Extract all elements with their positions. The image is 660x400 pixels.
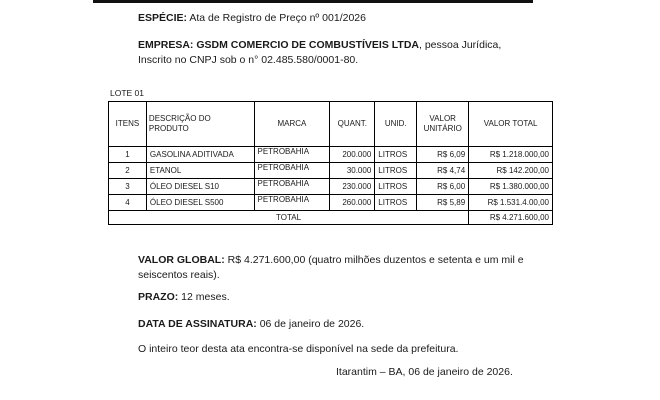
cell-unitario: R$ 4,74 — [417, 163, 469, 179]
teor-line: O inteiro teor desta ata encontra-se disponível na sede da prefeitura. — [138, 343, 459, 355]
cell-marca: PETROBAHIA — [254, 195, 330, 211]
table-row — [109, 163, 553, 179]
data-assinatura-label: DATA DE ASSINATURA: — [138, 318, 257, 330]
table-row — [109, 195, 553, 211]
cell-marca: PETROBAHIA — [254, 163, 330, 179]
cell-marca: PETROBAHIA — [254, 147, 330, 163]
especie-label: ESPÉCIE: — [138, 12, 188, 24]
cell-unitario: R$ 6,00 — [417, 179, 469, 195]
header-valor-total: VALOR TOTAL — [469, 102, 553, 147]
header-marca: MARCA — [254, 102, 330, 147]
cell-item: 3 — [109, 179, 147, 195]
cell-item: 2 — [109, 163, 147, 179]
empresa-text: , pessoa Jurídica, Inscrito no CNPJ sob o n° 02.485.580/0001-80. — [138, 39, 502, 66]
cell-unid: LITROS — [375, 163, 417, 179]
prazo-text: 12 meses. — [178, 291, 230, 303]
local-data-line: Itarantim – BA, 06 de janeiro de 2026. — [336, 366, 513, 378]
header-unid: UNID. — [375, 102, 417, 147]
cell-total: R$ 1.380.000,00 — [469, 179, 553, 195]
valor-global-text: R$ 4.271.600,00 (quatro milhões duzentos e setenta e um mil e seiscentos reais). — [138, 254, 524, 281]
valor-global-label: VALOR GLOBAL: — [138, 254, 225, 266]
cell-descricao: ETANOL — [146, 163, 254, 179]
cell-quant: 260.000 — [330, 195, 375, 211]
especie-text: Ata de Registro de Preço nº 001/2026 — [187, 12, 366, 24]
cell-descricao: ÓLEO DIESEL S500 — [146, 195, 254, 211]
cell-unid: LITROS — [375, 179, 417, 195]
cell-unid: LITROS — [375, 147, 417, 163]
items-table — [108, 101, 553, 225]
cell-unitario: R$ 6,09 — [417, 147, 469, 163]
table-row — [109, 179, 553, 195]
cell-descricao: GASOLINA ADITIVADA — [146, 147, 254, 163]
valor-global-paragraph — [138, 253, 538, 283]
header-quant: QUANT. — [330, 102, 375, 147]
data-assinatura-line — [138, 317, 364, 332]
cell-descricao: ÓLEO DIESEL S10 — [146, 179, 254, 195]
header-valor-unitario: VALOR UNITÁRIO — [417, 102, 469, 147]
cell-quant: 230.000 — [330, 179, 375, 195]
cell-item: 4 — [109, 195, 147, 211]
cell-marca: PETROBAHIA — [254, 179, 330, 195]
data-assinatura-text: 06 de janeiro de 2026. — [256, 318, 365, 330]
cell-total: R$ 1.218.000,00 — [469, 147, 553, 163]
cell-item: 1 — [109, 147, 147, 163]
cell-quant: 200.000 — [330, 147, 375, 163]
cell-unid: LITROS — [375, 195, 417, 211]
table-header-row — [109, 102, 553, 147]
total-label: TOTAL — [109, 211, 469, 225]
header-itens: ITENS — [109, 102, 147, 147]
total-value: R$ 4.271.600,00 — [469, 211, 553, 225]
lote-label: LOTE 01 — [110, 88, 145, 98]
cell-unitario: R$ 5,89 — [417, 195, 469, 211]
top-border-line — [93, 0, 533, 3]
especie-line — [138, 11, 366, 26]
table-total-row — [109, 211, 553, 225]
empresa-paragraph — [138, 38, 538, 68]
cell-total: R$ 142.200,00 — [469, 163, 553, 179]
empresa-label: EMPRESA: GSDM COMERCIO DE COMBUSTÍVEIS LTDA — [138, 39, 419, 51]
header-descricao: DESCRIÇÃO DO PRODUTO — [146, 102, 254, 147]
cell-quant: 30.000 — [330, 163, 375, 179]
cell-total: R$ 1.531.4.00,00 — [469, 195, 553, 211]
prazo-line — [138, 290, 230, 305]
table-row — [109, 147, 553, 163]
prazo-label: PRAZO: — [138, 291, 179, 303]
